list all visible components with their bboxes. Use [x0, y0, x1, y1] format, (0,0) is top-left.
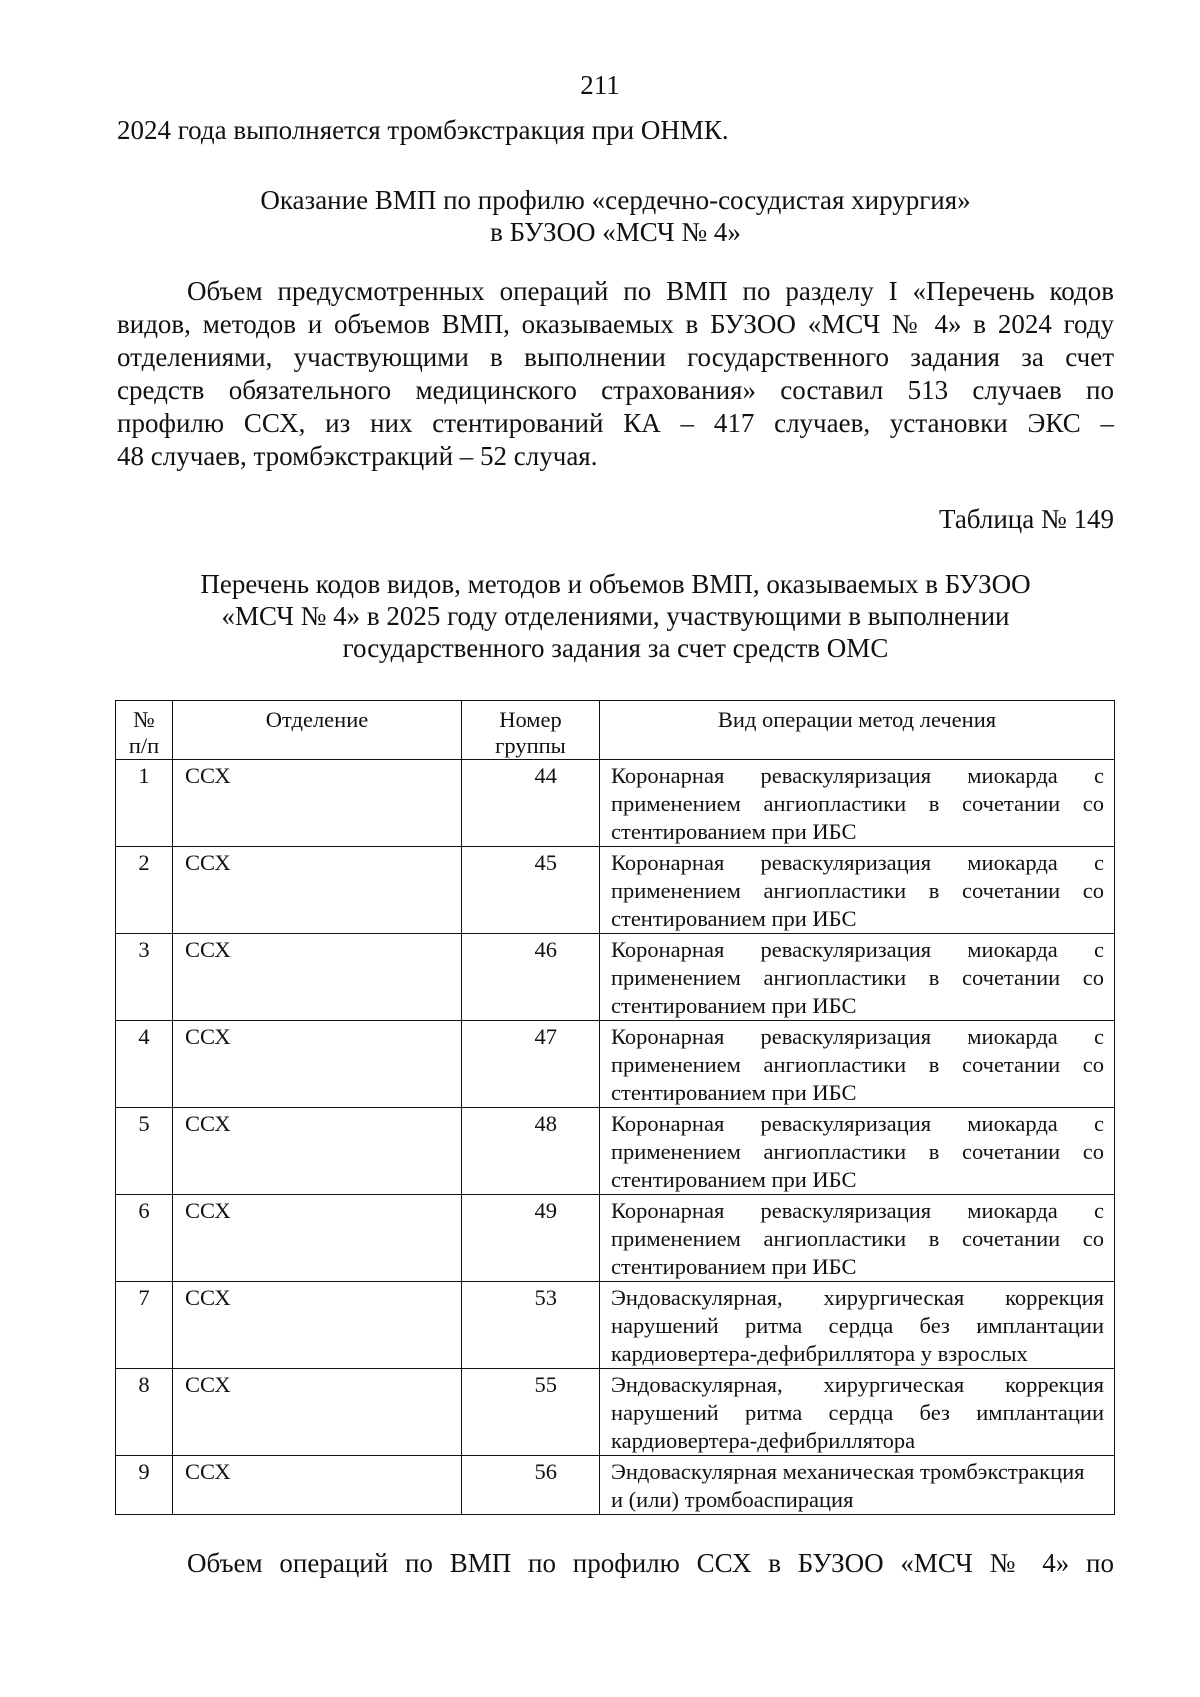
method-line: Коронарная реваскуляризация миокарда с [611, 763, 1104, 788]
method-line: применением ангиопластики в сочетании со [611, 1052, 1104, 1077]
cell-department: ССХ [173, 934, 462, 1021]
cell-department: ССХ [173, 1021, 462, 1108]
method-line: Эндоваскулярная, хирургическая коррекция [611, 1372, 1104, 1397]
method-line: стентированием при ИБС [611, 819, 857, 844]
cell-number: 5 [116, 1108, 173, 1195]
cell-method [600, 1021, 1115, 1108]
method-line: Эндоваскулярная механическая тромбэкстракция [611, 1459, 1085, 1484]
cell-number: 6 [116, 1195, 173, 1282]
table-row [116, 1108, 1115, 1195]
continuation-line: Объем операций по ВМП по профилю ССХ в БУЗОО «МСЧ № 4» по [187, 1548, 1114, 1578]
header-group [462, 701, 600, 760]
cell-department: ССХ [173, 760, 462, 847]
method-line: применением ангиопластики в сочетании со [611, 878, 1104, 903]
cell-group: 45 [462, 847, 600, 934]
section-heading-line: в БУЗОО «МСЧ № 4» [490, 217, 741, 247]
method-line: применением ангиопластики в сочетании со [611, 791, 1104, 816]
header-number-line2: п/п [128, 733, 160, 758]
cell-group: 56 [462, 1456, 600, 1515]
paragraph-line: видов, методов и объемов ВМП, оказываемых в БУЗОО «МСЧ № 4» в 2024 году [117, 309, 1114, 339]
cell-number: 1 [116, 760, 173, 847]
table-title-line: Перечень кодов видов, методов и объемов ВМП, оказываемых в БУЗОО [200, 569, 1031, 599]
method-line: Эндоваскулярная, хирургическая коррекция [611, 1285, 1104, 1310]
method-line: стентированием при ИБС [611, 906, 857, 931]
method-line: стентированием при ИБС [611, 993, 857, 1018]
paragraph-line: Объем предусмотренных операций по ВМП по разделу I «Перечень кодов [187, 276, 1114, 306]
method-line: нарушений ритма сердца без имплантации [611, 1313, 1104, 1338]
paragraph-line: профилю ССХ, из них стентирований КА – 417 случаев, установки ЭКС – [117, 408, 1114, 438]
cell-department: ССХ [173, 847, 462, 934]
header-method: Вид операции метод лечения [600, 701, 1115, 760]
cell-group: 47 [462, 1021, 600, 1108]
section-heading [117, 184, 1114, 248]
header-department: Отделение [173, 701, 462, 760]
cell-number: 4 [116, 1021, 173, 1108]
table-title-line: государственного задания за счет средств ОМС [342, 633, 889, 663]
table-row [116, 1195, 1115, 1282]
header-group-line2: группы [495, 733, 566, 758]
table-row [116, 1369, 1115, 1456]
table-header-row [116, 701, 1115, 760]
cell-method [600, 1456, 1115, 1515]
header-group-line1: Номер [499, 707, 562, 732]
paragraph-line: 48 случаев, тромбэкстракций – 52 случая. [117, 441, 598, 471]
method-line: Коронарная реваскуляризация миокарда с [611, 1198, 1104, 1223]
method-line: Коронарная реваскуляризация миокарда с [611, 937, 1104, 962]
cell-number: 7 [116, 1282, 173, 1369]
page-number: 211 [580, 70, 620, 100]
cell-method [600, 760, 1115, 847]
method-line: Коронарная реваскуляризация миокарда с [611, 1111, 1104, 1136]
table-row [116, 1021, 1115, 1108]
method-line: нарушений ритма сердца без имплантации [611, 1400, 1104, 1425]
table-row [116, 1456, 1115, 1515]
table-title [117, 568, 1114, 664]
table-row [116, 1282, 1115, 1369]
cell-group: 44 [462, 760, 600, 847]
cell-department: ССХ [173, 1369, 462, 1456]
header-number [116, 701, 173, 760]
paragraph-line: отделениями, участвующими в выполнении государственного задания за счет [117, 342, 1114, 372]
method-line: стентированием при ИБС [611, 1167, 857, 1192]
method-line: применением ангиопластики в сочетании со [611, 1226, 1104, 1251]
procedures-table [115, 700, 1115, 1515]
cell-department: ССХ [173, 1456, 462, 1515]
cell-method [600, 847, 1115, 934]
cell-group: 53 [462, 1282, 600, 1369]
cell-method [600, 1282, 1115, 1369]
table-row [116, 847, 1115, 934]
cell-group: 48 [462, 1108, 600, 1195]
cell-method [600, 1195, 1115, 1282]
header-number-line1: № [133, 707, 155, 732]
method-line: кардиовертера-дефибриллятора у взрослых [611, 1341, 1028, 1366]
table-body [116, 760, 1115, 1515]
body-paragraph [117, 275, 1114, 473]
table-number: Таблица № 149 [939, 504, 1114, 534]
cell-department: ССХ [173, 1108, 462, 1195]
cell-number: 3 [116, 934, 173, 1021]
table-title-line: «МСЧ № 4» в 2025 году отделениями, участвующими в выполнении [221, 601, 1010, 631]
section-heading-line: Оказание ВМП по профилю «сердечно-сосудистая хирургия» [260, 185, 971, 215]
method-line: и (или) тромбоаспирация [611, 1487, 854, 1512]
method-line: Коронарная реваскуляризация миокарда с [611, 850, 1104, 875]
method-line: применением ангиопластики в сочетании со [611, 1139, 1104, 1164]
cell-group: 49 [462, 1195, 600, 1282]
cell-number: 9 [116, 1456, 173, 1515]
cell-group: 46 [462, 934, 600, 1021]
intro-line: 2024 года выполняется тромбэкстракция при ОНМК. [117, 115, 729, 145]
method-line: стентированием при ИБС [611, 1080, 857, 1105]
cell-group: 55 [462, 1369, 600, 1456]
method-line: стентированием при ИБС [611, 1254, 857, 1279]
cell-method [600, 1108, 1115, 1195]
method-line: Коронарная реваскуляризация миокарда с [611, 1024, 1104, 1049]
cell-method [600, 934, 1115, 1021]
cell-number: 2 [116, 847, 173, 934]
method-line: применением ангиопластики в сочетании со [611, 965, 1104, 990]
table-row [116, 760, 1115, 847]
cell-method [600, 1369, 1115, 1456]
paragraph-line: средств обязательного медицинского страхования» составил 513 случаев по [117, 375, 1114, 405]
method-line: кардиовертера-дефибриллятора [611, 1428, 916, 1453]
cell-number: 8 [116, 1369, 173, 1456]
cell-department: ССХ [173, 1282, 462, 1369]
table-row [116, 934, 1115, 1021]
cell-department: ССХ [173, 1195, 462, 1282]
